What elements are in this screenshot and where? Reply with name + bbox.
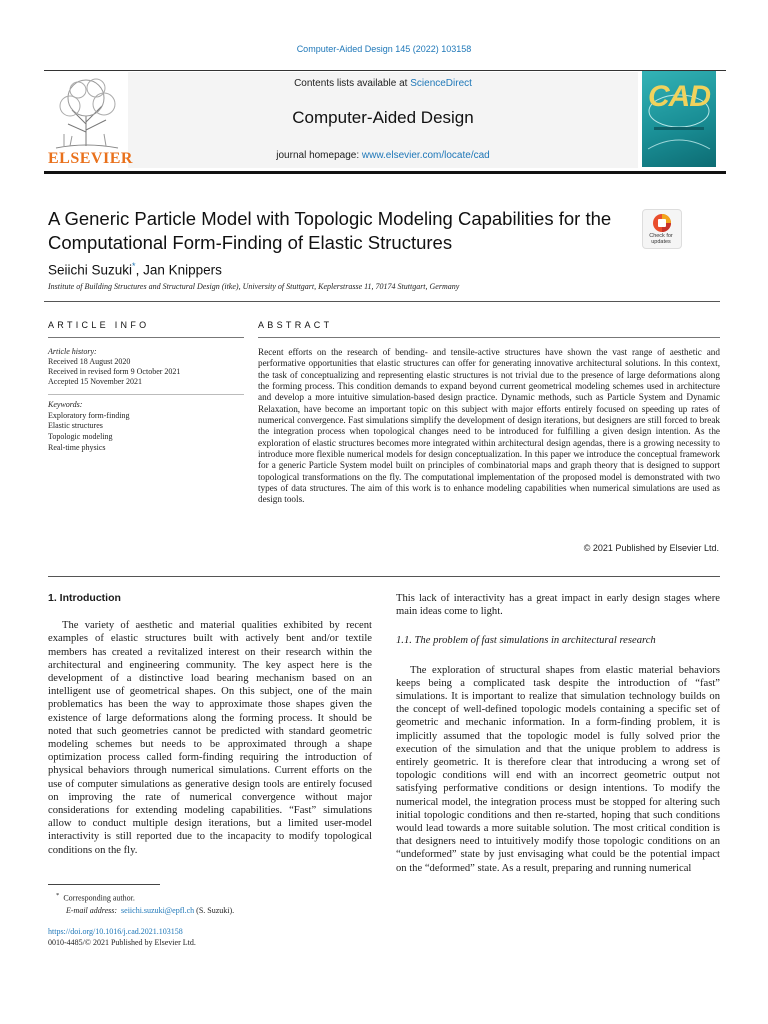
footnote-rule [48,884,160,885]
history-label: Article history: [48,347,97,356]
history-accepted: Accepted 15 November 2021 [48,377,142,386]
journal-name: Computer-Aided Design [292,108,474,127]
journal-homepage-link[interactable]: www.elsevier.com/locate/cad [361,150,490,161]
author-affiliation: Institute of Building Structures and Structural Design (itke), University of Stuttgart, Keplerstrasse 11, 70174 Stuttgart, Germany [48,282,460,291]
masthead-top-rule [44,70,726,71]
keyword: Topologic modeling [48,432,113,442]
body-column-right [396,592,720,875]
author-email-link[interactable]: seiichi.suzuki@epfl.ch [121,905,195,915]
homepage-prefix: journal homepage: [276,150,362,161]
history-revised: Received in revised form 9 October 2021 [48,367,181,376]
author-list [48,261,222,278]
subsection-heading: 1.1. The problem of fast simulations in architectural research [396,635,656,647]
article-info-heading: ARTICLE INFO [48,320,150,330]
divider [48,337,244,338]
elsevier-wordmark: ELSEVIER [48,150,133,167]
issn-line: 0010-4485/© 2021 Published by Elsevier Ltd. [48,938,196,947]
keyword: Exploratory form-finding [48,410,130,420]
author-suzuki[interactable]: Seiichi Suzuki [48,262,133,278]
footnote-corresponding: Corresponding author. [63,893,135,903]
abstract-text: Recent efforts on the research of bending- and tensile-active structures have shown the vast range of aesthetic and performative opportunities that elastic structures can offer for generating innovative architectural solutions. In this context, the task of conceptualizing and representing elastic structures is not trivial due to the presence of large deformations along the forming process. This condition demands to expand beyond current geometrical modeling schemes used in architecture and develop a more intuitive simulation-based design practice. Dynamic methods, such as Particle System and Dynamic Relaxation, have become an important topic on this subject with major efforts entirely focused on speeding up rates of numerical convergence. Fast simulations simplify the development of design iterations, but designers are still forced to break the integration process when topological changes need to be introduced for fulfilling a given design intention. As the exploration of elastic structures becomes more integrated within architectural design agendas, there is a growing necessity to introduce more flexible numerical models for design conceptualization. In this paper we introduce the conceptual framework for a generic Particle System model built on principles of combinatorial maps and graph theory that is designed to support topological transformations on the fly. The computational implementation of the proposed model is demonstrated with two types of data structures. The aim of this work is to enhance modeling capabilities when numerical simulations are used as design tools. [258,347,720,505]
keywords-label: Keywords: [48,400,83,409]
keywords [48,400,244,454]
divider [48,394,244,395]
sciencedirect-link[interactable]: ScienceDirect [410,78,472,89]
history-received: Received 18 August 2020 [48,357,131,366]
doi-link[interactable]: https://doi.org/10.1016/j.cad.2021.103158 [48,927,183,936]
keyword: Elastic structures [48,421,103,431]
contents-prefix: Contents lists available at [294,78,411,89]
body-paragraph: This lack of interactivity has a great impact in early design stages where main ideas come to light. [396,593,720,618]
section-heading-introduction: 1. Introduction [48,592,121,604]
footnote-email-suffix: (S. Suzuki). [194,905,235,915]
article-history [48,347,244,387]
paper-title: A Generic Particle Model with Topologic Modeling Capabilities for the Computational Form-Finding of Elastic Structures [48,208,612,253]
author-knippers[interactable]: , Jan Knippers [135,262,222,278]
divider [44,301,720,302]
running-head-citation[interactable]: Computer-Aided Design 145 (2022) 103158 [296,44,472,54]
divider [48,576,720,577]
check-updates-icon [643,210,681,234]
body-column-left [48,592,372,857]
abstract-heading: ABSTRACT [258,320,333,330]
journal-homepage-line [128,150,638,161]
corresponding-author-mark[interactable]: * [132,261,136,271]
body-paragraph: The variety of aesthetic and material qualities exhibited by recent examples of elastic structures built with actively bent and/or textile members has created a revitalized interest on their research within the architectural and engineering community. The key aspect here is the development of a distinctive load bearing mechanism based on an intelligent use of geometrical shapes. On this subject, one of the main problematics has been the way to approximate those shapes given the existence of large deformations along the forming process. It should be noted that such geometries cannot be predicted with standard geometric modeling schemes but needs to be approximated through a shape optimization process called form-finding requiring the introduction of physical behaviors through numerical simulations. Current efforts on the use of computer simulations as generative design tools are entirely focused on improving the rate of numerical convergence without major considerations for extending modeling capabilities. “Fast” simulations allow to conduct multiple design iterations, but a limited user-model interactivity is still reported due to the incapacity to modify topological conditions on the fly. [48,620,372,856]
keyword: Real-time physics [48,442,106,452]
doi-block [48,926,196,948]
abstract-copyright: © 2021 Published by Elsevier Ltd. [583,543,719,553]
footnote [48,890,372,917]
masthead-bottom-rule [44,171,726,174]
footnote-email-label: E-mail address: [66,905,118,915]
divider [258,337,720,338]
contents-available-line [128,78,638,89]
check-updates-label: Check for updates [649,233,673,245]
footnote-mark: * [56,892,60,899]
body-paragraph: The exploration of structural shapes from elastic material behaviors keeps being a complicated task despite the introduction of “fast” simulations. It is important to realize that simulation technology builds on the concept of well-defined topologic models containing a specific set of geometric and mechanic information. In a form-finding problem, it is implicitly assumed that the topologic model is fully solved prior the execution of the simulation and that the unique problem to address is entirely geometric. It is therefore clear that introducing a wrong set of topologic conditions will end with an incorrect geometric output not satisfying performative conditions or design intentions. To modify the numerical model, the integration process must be stopped for altering such initial topologic conditions and then re-started, hoping that such conditions would lead towards a more suitable solution. The most critical condition is that designers need to intuitively modify those topologic conditions on an “undeformed” state by just envisaging what could be the potential impact on the “deformed” state. As a result, preparing and running numerical [396,664,720,874]
cover-journal-mark: CAD [648,80,710,113]
